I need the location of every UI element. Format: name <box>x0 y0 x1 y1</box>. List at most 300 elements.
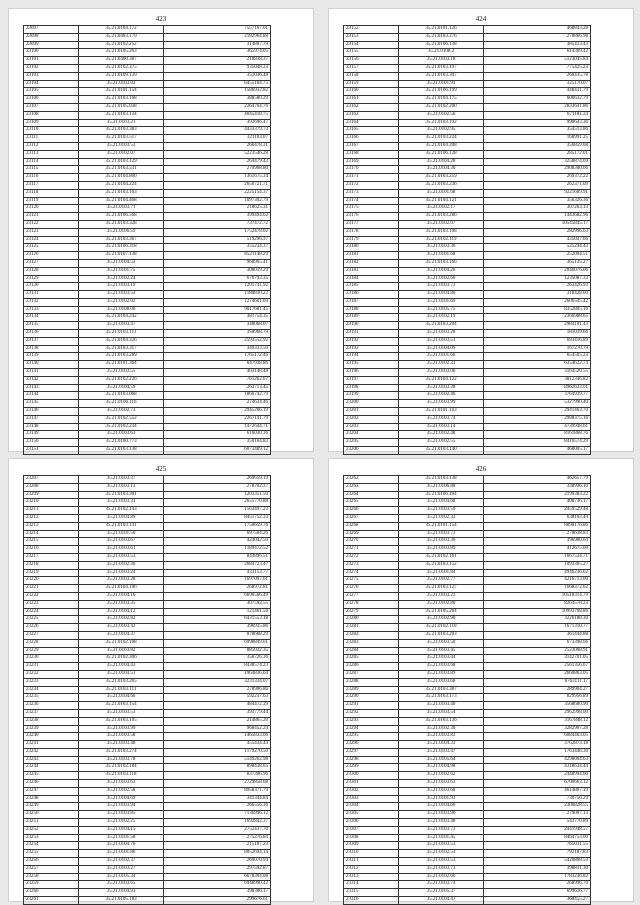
code-cell: 35.21.0103.68 <box>399 678 484 686</box>
row-id-cell: 23264 <box>344 491 399 499</box>
code-cell: 35.21.0103.73 <box>399 865 484 873</box>
amount-cell: 396980.64 <box>484 538 591 546</box>
row-id-cell: 23136 <box>24 330 79 338</box>
row-id-cell: 23107 <box>24 103 79 111</box>
row-id-cell: 23152 <box>344 26 399 34</box>
table-row <box>344 41 591 49</box>
table-row <box>344 166 591 174</box>
row-id-cell: 23187 <box>344 298 399 306</box>
amount-cell: 1964836.64 <box>164 670 271 678</box>
amount-cell: 252004.51 <box>484 252 591 260</box>
amount-cell: 3762873.18 <box>484 741 591 749</box>
row-id-cell: 23254 <box>24 842 79 850</box>
amount-cell: 3812346.82 <box>484 376 591 384</box>
amount-cell: 214865.20 <box>164 717 271 725</box>
row-id-cell: 23128 <box>24 267 79 275</box>
code-cell: 35.21.0103.24 <box>79 569 164 577</box>
row-id-cell: 23208 <box>24 483 79 491</box>
table-row <box>24 483 271 491</box>
table-row <box>24 577 271 585</box>
row-id-cell: 23169 <box>344 158 399 166</box>
code-cell: 35.21.0101.86 <box>79 850 164 858</box>
table-row <box>344 431 591 439</box>
code-cell: 35.21.0102.02 <box>79 298 164 306</box>
code-cell: 35.21.0104.43 <box>79 663 164 671</box>
table-row <box>24 608 271 616</box>
table-row <box>24 686 271 694</box>
code-cell: 35.21.0105.204 <box>399 608 484 616</box>
code-cell: 35.21.0104.66 <box>79 694 164 702</box>
row-id-cell: 23309 <box>344 842 399 850</box>
table-row <box>24 873 271 881</box>
amount-cell: 2962998.00 <box>484 709 591 717</box>
row-id-cell: 23103 <box>24 72 79 80</box>
code-cell: 35.21.0106.128 <box>399 150 484 158</box>
row-id-cell: 23232 <box>24 670 79 678</box>
amount-cell: 398306.17 <box>164 889 271 897</box>
code-cell: 35.21.0102.77 <box>399 577 484 585</box>
table-row <box>344 858 591 866</box>
table-row <box>344 88 591 96</box>
row-id-cell: 23295 <box>344 733 399 741</box>
code-cell: 35.21.0102.33 <box>399 361 484 369</box>
row-id-cell: 23262 <box>344 476 399 484</box>
code-cell: 35.21.0104.242 <box>79 314 164 322</box>
table-row <box>24 49 271 57</box>
code-cell: 35.21.0102.48 <box>399 431 484 439</box>
amount-cell: 348068.07 <box>164 322 271 330</box>
code-cell: 35.21.0103.53 <box>79 291 164 299</box>
amount-cell: 829956.89 <box>484 694 591 702</box>
amount-cell: 843896.51 <box>164 553 271 561</box>
code-cell: 35.21.0102.37 <box>79 858 164 866</box>
code-cell: 35.21.0104.09 <box>399 345 484 353</box>
row-id-cell: 23181 <box>344 252 399 260</box>
table-row <box>24 655 271 663</box>
code-cell: 35.21.0104.172 <box>79 26 164 34</box>
table-row <box>344 764 591 772</box>
row-id-cell: 23205 <box>344 439 399 447</box>
amount-cell: 8264578.23 <box>484 600 591 608</box>
row-id-cell: 23256 <box>24 858 79 866</box>
table-row <box>24 400 271 408</box>
amount-cell: 737472.72 <box>164 220 271 228</box>
amount-cell: 3226188.30 <box>484 616 591 624</box>
code-cell: 35.21.0101.91 <box>399 80 484 88</box>
amount-cell: 6084463.05 <box>484 733 591 741</box>
amount-cell: 275276.84 <box>164 834 271 842</box>
amount-cell: 761262.67 <box>164 376 271 384</box>
code-cell: 35.21.0103.19 <box>79 283 164 291</box>
table-row <box>24 748 271 756</box>
amount-cell: 2459529.48 <box>484 507 591 515</box>
table-row <box>344 686 591 694</box>
row-id-cell: 23180 <box>344 244 399 252</box>
table-row <box>24 858 271 866</box>
amount-cell: 325170.07 <box>484 80 591 88</box>
code-cell: 35.21.0103.140 <box>399 447 484 455</box>
row-id-cell: 23173 <box>344 189 399 197</box>
row-id-cell: 23249 <box>24 803 79 811</box>
table-row <box>344 694 591 702</box>
table-row <box>24 392 271 400</box>
table-row <box>344 834 591 842</box>
amount-cell: 308019.29 <box>164 267 271 275</box>
table-row <box>24 142 271 150</box>
row-id-cell: 23134 <box>24 314 79 322</box>
amount-cell: 878668.29 <box>164 631 271 639</box>
row-id-cell: 23158 <box>344 72 399 80</box>
amount-cell: 654565.23 <box>484 353 591 361</box>
row-id-cell: 23143 <box>24 384 79 392</box>
amount-cell: 1093305.27 <box>484 561 591 569</box>
table-row <box>344 772 591 780</box>
row-id-cell: 23149 <box>24 431 79 439</box>
amount-cell: 968965.41 <box>164 259 271 267</box>
row-id-cell: 23192 <box>344 337 399 345</box>
code-cell: 35.21.0102.17 <box>399 205 484 213</box>
row-id-cell: 23305 <box>344 811 399 819</box>
row-id-cell: 23251 <box>24 819 79 827</box>
table-row <box>344 96 591 104</box>
row-id-cell: 23277 <box>344 592 399 600</box>
row-id-cell: 23122 <box>24 220 79 228</box>
table-row <box>24 259 271 267</box>
amount-cell: 1203351.50 <box>164 491 271 499</box>
table-row <box>344 717 591 725</box>
table-row <box>344 780 591 788</box>
amount-cell: 2182964.88 <box>164 33 271 41</box>
amount-cell: 2660863.05 <box>484 670 591 678</box>
table-row <box>24 600 271 608</box>
amount-cell: 1465833.06 <box>164 733 271 741</box>
row-id-cell: 23263 <box>344 483 399 491</box>
row-id-cell: 23274 <box>344 569 399 577</box>
table-row <box>344 236 591 244</box>
code-cell: 35.21.0102.110 <box>399 624 484 632</box>
table-row <box>344 561 591 569</box>
table-row <box>24 819 271 827</box>
amount-cell: 365974.05 <box>164 49 271 57</box>
amount-cell: 8416574.29 <box>484 439 591 447</box>
table-row <box>24 881 271 889</box>
code-cell: 35.21.0106.318 <box>79 244 164 252</box>
row-id-cell: 23105 <box>24 88 79 96</box>
row-id-cell: 23234 <box>24 686 79 694</box>
row-id-cell: 23255 <box>24 850 79 858</box>
amount-cell: 168991.25 <box>484 135 591 143</box>
table-row <box>344 655 591 663</box>
amount-cell: 321103.07 <box>164 135 271 143</box>
table-row <box>344 585 591 593</box>
amount-cell: 1586932.82 <box>164 88 271 96</box>
code-cell: 35.21.0103.236 <box>399 181 484 189</box>
code-cell: 35.21.0103.47 <box>399 748 484 756</box>
amount-cell: 7557167.01 <box>164 26 271 34</box>
code-cell: 35.21.0103.18 <box>399 57 484 65</box>
table-row <box>344 733 591 741</box>
code-cell: 35.21.0103.65 <box>79 881 164 889</box>
row-id-cell: 23261 <box>24 897 79 905</box>
table-row <box>344 392 591 400</box>
code-cell: 35.21.0103.54 <box>399 709 484 717</box>
row-id-cell: 23289 <box>344 686 399 694</box>
row-id-cell: 23288 <box>344 678 399 686</box>
amount-cell: 289904.27 <box>484 686 591 694</box>
table-row <box>24 678 271 686</box>
amount-cell: 6696566.49 <box>164 592 271 600</box>
code-cell: 35.21.0104.60 <box>399 803 484 811</box>
amount-cell: 3764939.77 <box>484 392 591 400</box>
table-row <box>344 507 591 515</box>
row-id-cell: 23276 <box>344 585 399 593</box>
row-id-cell: 23191 <box>344 330 399 338</box>
row-id-cell: 23116 <box>24 174 79 182</box>
row-id-cell: 23227 <box>24 631 79 639</box>
code-cell: 35.21.0104.93 <box>79 889 164 897</box>
table-row <box>24 826 271 834</box>
table-row <box>344 259 591 267</box>
amount-cell: 968452.24 <box>164 725 271 733</box>
code-cell: 35.21.0104.98 <box>399 764 484 772</box>
table-row <box>344 174 591 182</box>
code-cell: 35.21.0103.89 <box>399 546 484 554</box>
amount-cell: 262371.09 <box>484 181 591 189</box>
row-id-cell: 23252 <box>24 826 79 834</box>
table-row <box>24 166 271 174</box>
row-id-cell: 23204 <box>344 431 399 439</box>
table-row <box>344 553 591 561</box>
table-row <box>344 577 591 585</box>
code-cell: 35.21.0101.103 <box>399 408 484 416</box>
amount-cell: 8763111.17 <box>484 678 591 686</box>
amount-cell: 638163.44 <box>484 514 591 522</box>
amount-cell: 4318634.44 <box>484 764 591 772</box>
row-id-cell: 23164 <box>344 119 399 127</box>
table-row <box>344 476 591 484</box>
code-cell: 35.21.0103.99 <box>399 400 484 408</box>
amount-cell: 468005.17 <box>484 447 591 455</box>
code-cell: 35.21.0105.64 <box>399 756 484 764</box>
code-cell: 35.21.0104.468 <box>79 197 164 205</box>
row-id-cell: 23120 <box>24 205 79 213</box>
amount-cell: 358726.36 <box>164 655 271 663</box>
code-cell: 35.21.0103.36 <box>399 538 484 546</box>
amount-cell: 1671310.77 <box>484 624 591 632</box>
row-id-cell: 23220 <box>24 577 79 585</box>
code-cell: 35.21.0103.53 <box>399 842 484 850</box>
table-row <box>344 49 591 57</box>
code-cell: 35.21.0102.252 <box>79 41 164 49</box>
amount-cell: 1692842.37 <box>164 819 271 827</box>
code-cell: 35.21.0103.71 <box>79 205 164 213</box>
table-row <box>344 491 591 499</box>
table-row <box>344 337 591 345</box>
amount-cell: 260435.78 <box>484 72 591 80</box>
row-id-cell: 23176 <box>344 213 399 221</box>
row-id-cell: 23190 <box>344 322 399 330</box>
code-cell: 35.21.0102.552 <box>79 415 164 423</box>
amount-cell: 388580.29 <box>164 96 271 104</box>
table-row <box>24 314 271 322</box>
amount-cell: 412675.60 <box>484 546 591 554</box>
row-id-cell: 23242 <box>24 748 79 756</box>
table-row <box>344 244 591 252</box>
table-row <box>24 842 271 850</box>
table-row <box>344 220 591 228</box>
code-cell: 35.21.0102.19 <box>399 314 484 322</box>
amount-cell: 4433379.73 <box>164 127 271 135</box>
row-id-cell: 23162 <box>344 103 399 111</box>
row-id-cell: 23140 <box>24 361 79 369</box>
amount-cell: 385413.43 <box>484 41 591 49</box>
amount-cell: 592237.63 <box>164 694 271 702</box>
row-id-cell: 23198 <box>344 384 399 392</box>
code-cell: 35.21.0104.26 <box>399 267 484 275</box>
table-row <box>344 127 591 135</box>
amount-cell: 381754.35 <box>164 314 271 322</box>
table-row <box>24 733 271 741</box>
code-cell: 35.21.0103.108 <box>399 228 484 236</box>
code-cell: 35.21.0102.62 <box>399 772 484 780</box>
code-cell: 35.21.0102.95 <box>399 127 484 135</box>
row-id-cell: 23212 <box>24 514 79 522</box>
code-cell: 35.21.0103.58 <box>79 733 164 741</box>
table-row <box>344 631 591 639</box>
row-id-cell: 23199 <box>344 392 399 400</box>
amount-cell: 278906.86 <box>164 686 271 694</box>
row-id-cell: 23114 <box>24 158 79 166</box>
row-id-cell: 23133 <box>24 306 79 314</box>
code-cell: 35.21.0102.25 <box>79 819 164 827</box>
table-row <box>24 103 271 111</box>
table-row <box>344 826 591 834</box>
amount-cell: 2684723.47 <box>164 561 271 569</box>
row-id-cell: 23100 <box>24 49 79 57</box>
table-row <box>344 283 591 291</box>
amount-cell: 355234.37 <box>164 244 271 252</box>
table-row <box>24 150 271 158</box>
amount-cell: 2988375.16 <box>484 415 591 423</box>
row-id-cell: 23218 <box>24 561 79 569</box>
amount-cell: 885022.35 <box>164 647 271 655</box>
table-row <box>24 298 271 306</box>
amount-cell: 269372.22 <box>484 174 591 182</box>
amount-cell: 1783236.82 <box>484 873 591 881</box>
code-cell: 35.21.0103.14 <box>399 423 484 431</box>
code-cell: 35.21.0103.38 <box>399 384 484 392</box>
amount-cell: 5420808.53 <box>484 858 591 866</box>
code-cell: 35.21.0108.2 <box>399 49 484 57</box>
code-cell: 35.21.0101.68 <box>399 252 484 260</box>
code-cell: 35.21.0103.367 <box>79 236 164 244</box>
table-row <box>344 522 591 530</box>
amount-cell: 1179270.50 <box>164 748 271 756</box>
amount-cell: 167270.79 <box>484 345 591 353</box>
table-row <box>24 499 271 507</box>
row-id-cell: 23206 <box>344 447 399 455</box>
row-id-cell: 23182 <box>344 259 399 267</box>
table-row <box>344 600 591 608</box>
code-cell: 35.21.0104.121 <box>399 197 484 205</box>
table-row <box>24 694 271 702</box>
code-cell: 35.21.0103.63 <box>79 780 164 788</box>
table-row <box>24 64 271 72</box>
code-cell: 35.21.0103.138 <box>399 476 484 484</box>
code-cell: 35.21.0102.55 <box>399 439 484 447</box>
amount-cell: 1361675.34 <box>164 174 271 182</box>
row-id-cell: 23243 <box>24 756 79 764</box>
amount-cell: 2606545.42 <box>484 298 591 306</box>
amount-cell: 8958371.79 <box>164 787 271 795</box>
code-cell: 35.21.0103.28 <box>399 330 484 338</box>
code-cell: 35.21.0103.50 <box>399 639 484 647</box>
row-id-cell: 23213 <box>24 522 79 530</box>
data-table <box>23 25 271 455</box>
table-row <box>24 663 271 671</box>
table-row <box>344 546 591 554</box>
row-id-cell: 23246 <box>24 780 79 788</box>
row-id-cell: 23278 <box>344 600 399 608</box>
amount-cell: 765031.55 <box>484 842 591 850</box>
row-id-cell: 23285 <box>344 655 399 663</box>
table-row <box>344 819 591 827</box>
row-id-cell: 23270 <box>344 538 399 546</box>
amount-cell: 5123045.84 <box>484 57 591 65</box>
code-cell: 35.21.0108.06 <box>79 306 164 314</box>
code-cell: 35.21.0100.773 <box>79 439 164 447</box>
code-cell: 35.21.0104.53 <box>79 259 164 267</box>
code-cell: 35.21.0104.15 <box>79 826 164 834</box>
table-row <box>24 291 271 299</box>
amount-cell: 484472.39 <box>164 702 271 710</box>
row-id-cell: 23142 <box>24 376 79 384</box>
amount-cell: 350164.83 <box>164 439 271 447</box>
row-id-cell: 23119 <box>24 197 79 205</box>
code-cell: 35.21.0102.53 <box>399 850 484 858</box>
code-cell: 35.21.0103.53 <box>399 858 484 866</box>
table-row <box>24 764 271 772</box>
amount-cell: 6948990.42 <box>164 881 271 889</box>
amount-cell: 998643.36 <box>484 119 591 127</box>
row-id-cell: 23240 <box>24 733 79 741</box>
code-cell: 35.21.0105.183 <box>79 897 164 905</box>
code-cell: 35.21.0103.63 <box>79 431 164 439</box>
code-cell: 35.21.0102.108 <box>79 639 164 647</box>
row-id-cell: 23228 <box>24 639 79 647</box>
row-id-cell: 23172 <box>344 181 399 189</box>
code-cell: 35.21.0102.46 <box>399 392 484 400</box>
code-cell: 35.21.0103.96 <box>399 811 484 819</box>
code-cell: 35.21.0103.73 <box>399 530 484 538</box>
row-id-cell: 23241 <box>24 741 79 749</box>
amount-cell: 181039.66 <box>484 330 591 338</box>
amount-cell: 264479.43 <box>164 158 271 166</box>
table-row <box>344 647 591 655</box>
amount-cell: 433153.77 <box>164 569 271 577</box>
amount-cell: 356859.68 <box>484 142 591 150</box>
code-cell: 35.21.0104.59 <box>79 384 164 392</box>
code-cell: 35.21.0103.74 <box>399 415 484 423</box>
code-cell: 35.21.0103.40 <box>399 702 484 710</box>
row-id-cell: 23153 <box>344 33 399 41</box>
row-id-cell: 23225 <box>24 616 79 624</box>
amount-cell: 318428.60 <box>484 291 591 299</box>
row-id-cell: 23226 <box>24 624 79 632</box>
row-id-cell: 23269 <box>344 530 399 538</box>
table-row <box>24 252 271 260</box>
code-cell: 35.21.0103.28 <box>79 577 164 585</box>
